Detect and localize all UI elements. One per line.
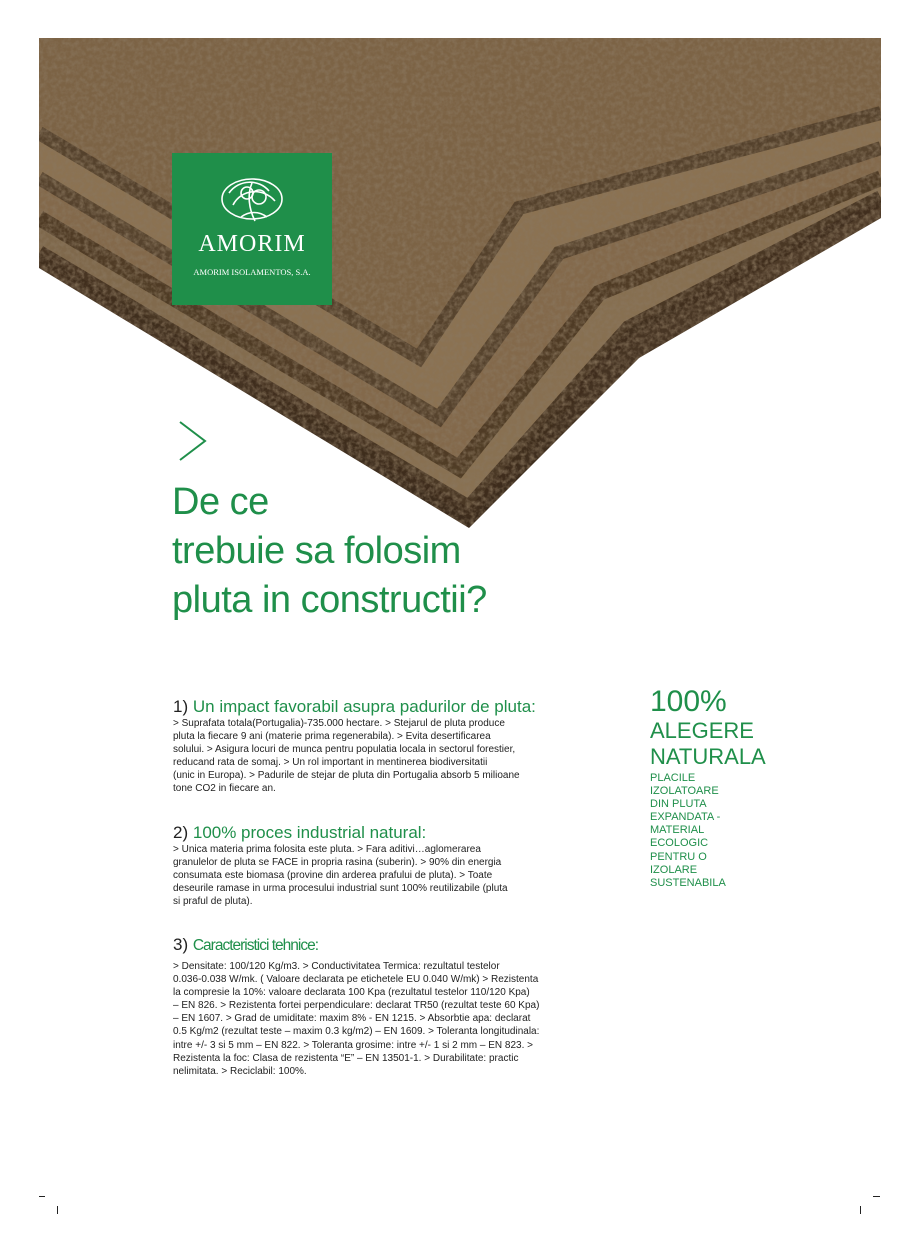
sidebar-small-line: PENTRU O — [650, 850, 707, 863]
sidebar-small-line: ECOLOGIC — [650, 837, 709, 850]
section-heading — [173, 935, 593, 955]
amorim-tree-logo-icon — [219, 175, 285, 227]
section-title: Caracteristici tehnice: — [192, 937, 319, 954]
sidebar-percent: 100% — [650, 685, 727, 718]
text-line: granulelor de pluta se FACE in propria rasina (suberin). > 90% din energia — [173, 857, 502, 869]
section-heading — [173, 697, 593, 717]
text-line: > Densitate: 100/120 Kg/m3. > Conductivitatea Termica: rezultatul testelor — [173, 961, 500, 972]
text-line: 0.036-0.038 W/mk. ( Valoare declarata pe etichetele EU 0.040 W/mk) > Rezistenta — [173, 974, 539, 986]
text-line: tone CO2 in fiecare an. — [173, 783, 276, 795]
text-line: si praful de pluta). — [173, 896, 253, 908]
sidebar-small-line: IZOLARE — [650, 863, 698, 876]
text-line: – EN 1607. > Grad de umiditate: maxim 8% - EN 1215. > Absorbtie apa: declarat — [173, 1013, 531, 1025]
crop-mark-bottom-left-v — [57, 1206, 58, 1214]
sidebar-small-line: PLACILE — [650, 772, 696, 784]
text-line: reducand rata de somaj. > Un rol important in mentinerea biodiversitatii — [173, 757, 488, 769]
text-line: la compresie la 10%: valoare declarata 100 Kpa (rezultatul testelor 110/120 Kpa) — [173, 987, 530, 999]
sidebar-small-line: SUSTENABILA — [650, 876, 726, 889]
text-line: nelimitata. > Reciclabil: 100%. — [173, 1065, 307, 1077]
section-body — [173, 843, 593, 908]
cork-boards-image — [39, 38, 881, 528]
text-line: > Unica materia prima folosita este pluta. > Fara aditivi…aglomerarea — [173, 844, 481, 855]
text-line: Rezistenta la foc: Clasa de rezistenta “E” – EN 13501-1. > Durabilitate: practic — [173, 1052, 519, 1064]
text-line: consumata este biomasa (provine din arderea prafului de pluta). > Toate — [173, 870, 493, 882]
sidebar-big-line: NATURALA — [650, 744, 766, 769]
section-body — [173, 717, 593, 796]
logo-subtitle: AMORIM ISOLAMENTOS, S.A. — [193, 267, 311, 277]
crop-mark-bottom-right-v — [860, 1206, 861, 1214]
headline-line-2: trebuie sa folosim — [172, 530, 461, 572]
section-title: Un impact favorabil asupra padurilor de pluta: — [192, 697, 536, 716]
section-heading — [173, 823, 593, 843]
amorim-logo — [172, 153, 332, 305]
text-line: > Suprafata totala(Portugalia)-735.000 hectare. > Stejarul de pluta produce — [173, 718, 505, 729]
section-natural-process — [173, 823, 593, 908]
sidebar-small-line: IZOLATOARE — [650, 785, 719, 798]
text-line: 0.5 Kg/m2 (rezultat teste – maxim 0.3 kg/m2) – EN 1609. > Toleranta longitudinala: — [173, 1026, 540, 1038]
section-body — [173, 960, 593, 1078]
section-number: 2) — [173, 823, 189, 842]
section-technical-specs — [173, 935, 593, 1078]
sidebar-big-line: ALEGERE — [650, 718, 754, 743]
text-line: (unic in Europa). > Padurile de stejar de pluta din Portugalia absorb 5 milioane — [173, 770, 520, 782]
headline-line-3: pluta in constructii? — [172, 579, 487, 621]
text-line: intre +/- 3 si 5 mm – EN 822. > Toleranta grosime: intre +/- 1 si 2 mm – EN 823. > — [173, 1039, 533, 1051]
text-line: solului. > Asigura locuri de munca pentru populatia locala in sectorul forestier, — [173, 744, 516, 756]
headline-line-1: De ce — [172, 481, 269, 523]
section-forest-impact — [173, 697, 593, 796]
sidebar-small-text — [650, 772, 766, 890]
section-number: 1) — [173, 697, 189, 716]
crop-mark-bottom-left-h — [39, 1196, 45, 1197]
sidebar-small-line: DIN PLUTA — [650, 798, 707, 811]
crop-mark-bottom-right-h — [873, 1196, 880, 1197]
sidebar-small-line: MATERIAL — [650, 824, 705, 837]
text-line: pluta la fiecare 9 ani (materie prima regenerabila). > Evita desertificarea — [173, 731, 491, 743]
sidebar-callout — [650, 686, 766, 890]
text-line: deseurile ramase in urma procesului industrial sunt 100% reutilizabile (pluta — [173, 883, 508, 895]
chevron-right-icon — [178, 420, 208, 462]
section-title: 100% proces industrial natural: — [192, 823, 427, 842]
text-line: – EN 826. > Rezistenta fortei perpendiculare: declarat TR50 (rezultat teste 60 Kpa) — [173, 1000, 540, 1012]
sidebar-small-line: EXPANDATA - — [650, 811, 721, 824]
page-headline — [172, 478, 672, 625]
section-number: 3) — [173, 935, 189, 954]
logo-wordmark: AMORIM — [198, 231, 306, 257]
